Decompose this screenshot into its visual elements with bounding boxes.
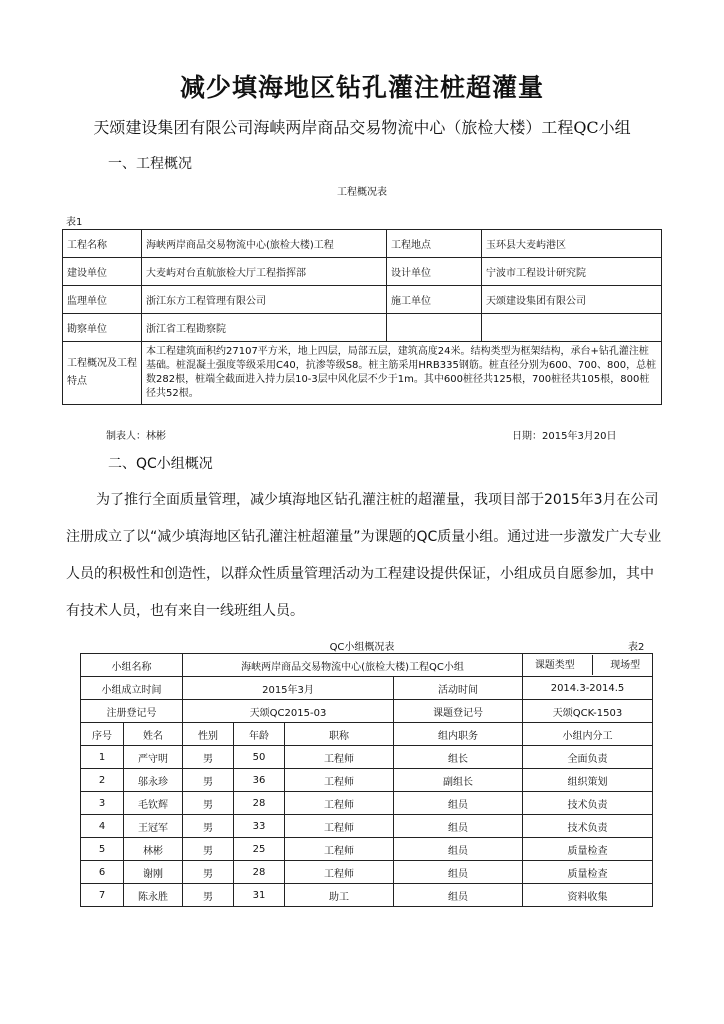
- table-row: [81, 700, 653, 723]
- column-header: 小组内分工: [523, 723, 653, 746]
- table-cell: 勘察单位: [63, 314, 142, 342]
- table-cell: 组织策划: [523, 769, 653, 792]
- table-row: [63, 314, 662, 342]
- table-cell: 5: [81, 838, 124, 861]
- table-cell: 资料收集: [523, 884, 653, 907]
- table-cell: 7: [81, 884, 124, 907]
- table-cell: 组员: [394, 838, 523, 861]
- table-cell: 工程师: [285, 746, 394, 769]
- table-cell: 组员: [394, 815, 523, 838]
- table-row: [63, 286, 662, 314]
- table-cell: 设计单位: [387, 258, 482, 286]
- table-cell: 玉环县大麦屿港区: [482, 230, 662, 258]
- topic-type-value: 现场型: [610, 660, 641, 671]
- table-cell: 3: [81, 792, 124, 815]
- table-cell: 50: [234, 746, 285, 769]
- section-heading-qc: 二、QC小组概况: [108, 456, 213, 472]
- table2-caption: QC小组概况表: [329, 642, 395, 653]
- table-cell: 男: [183, 769, 234, 792]
- table-cell: 33: [234, 815, 285, 838]
- table1-caption: 工程概况表: [337, 187, 387, 198]
- table-cell: 工程师: [285, 815, 394, 838]
- table-cell: 王冠军: [124, 815, 183, 838]
- table-cell: 质量检查: [523, 861, 653, 884]
- qc-group-table: [80, 653, 653, 907]
- table-cell: 课题登记号: [394, 700, 523, 723]
- table-row: [81, 861, 653, 884]
- table-cell: 技术负责: [523, 792, 653, 815]
- table-cell: 毛钦辉: [124, 792, 183, 815]
- table-cell: 男: [183, 838, 234, 861]
- table-row: [81, 677, 653, 700]
- column-header: 年龄: [234, 723, 285, 746]
- table-cell: [523, 654, 653, 677]
- table-cell: 浙江东方工程管理有限公司: [142, 286, 387, 314]
- table-cell: 28: [234, 792, 285, 815]
- table-cell: 36: [234, 769, 285, 792]
- table-cell: 副组长: [394, 769, 523, 792]
- table-row: [81, 654, 653, 677]
- table-cell: 4: [81, 815, 124, 838]
- table-cell: 6: [81, 861, 124, 884]
- table-cell: 31: [234, 884, 285, 907]
- table-maker: 制表人：林彬: [106, 431, 166, 442]
- table1-label: 表1: [66, 217, 83, 228]
- table-cell: 天颂建设集团有限公司: [482, 286, 662, 314]
- table-cell: 组员: [394, 861, 523, 884]
- table-cell: 海峡两岸商品交易物流中心(旅检大楼)工程QC小组: [183, 654, 523, 677]
- table-cell: 建设单位: [63, 258, 142, 286]
- table2-label: 表2: [628, 642, 645, 653]
- table-cell: 大麦屿对台直航旅检大厅工程指挥部: [142, 258, 387, 286]
- table-row: [81, 792, 653, 815]
- table-cell: 工程名称: [63, 230, 142, 258]
- table-cell: 男: [183, 815, 234, 838]
- table-cell: [482, 314, 662, 342]
- table-cell: 陈永胜: [124, 884, 183, 907]
- table-cell: 男: [183, 861, 234, 884]
- column-header: 姓名: [124, 723, 183, 746]
- table-cell: 海峡两岸商品交易物流中心(旅检大楼)工程: [142, 230, 387, 258]
- table-cell: 技术负责: [523, 815, 653, 838]
- project-overview-table: [62, 229, 662, 405]
- table-cell: 宁波市工程设计研究院: [482, 258, 662, 286]
- table-cell: 2014.3-2014.5: [523, 677, 653, 700]
- table-cell: 施工单位: [387, 286, 482, 314]
- project-description: 本工程建筑面积约27107平方米，地上四层，局部五层，建筑高度24米。结构类型为框架结构，承台+钻孔灌注桩基础。桩混凝土强度等级采用C40，抗渗等级S8。桩主筋采用HRB335钢筋。桩直径分别为600、700、800，总桩数282根，桩端全截面进入持力层10-3层中风化层不少于1m。其中600桩径共125根，700桩径共105根，800桩径共52根。: [142, 342, 662, 405]
- table-row: [81, 884, 653, 907]
- table-row: [81, 746, 653, 769]
- table-cell: 严守明: [124, 746, 183, 769]
- table-date: 日期：2015年3月20日: [512, 431, 617, 442]
- table-cell: 助工: [285, 884, 394, 907]
- qc-group-paragraph: 为了推行全面质量管理，减少填海地区钻孔灌注桩的超灌量，我项目部于2015年3月在公司注册成立了以“减少填海地区钻孔灌注桩超灌量”为课题的QC质量小组。通过进一步激发广大专业人员的积极性和创造性，以群众性质量管理活动为工程建设提供保证，小组成员自愿参加，其中有技术人员，也有来自一线班组人员。: [66, 492, 662, 619]
- table-cell: 质量检查: [523, 838, 653, 861]
- table-cell: 工程师: [285, 769, 394, 792]
- table-cell: 1: [81, 746, 124, 769]
- table-cell: 浙江省工程勘察院: [142, 314, 387, 342]
- table-cell: 全面负责: [523, 746, 653, 769]
- section-heading-overview: 一、工程概况: [108, 156, 192, 172]
- table-cell: 林彬: [124, 838, 183, 861]
- table-cell: 工程师: [285, 838, 394, 861]
- column-header: 性别: [183, 723, 234, 746]
- column-header: 序号: [81, 723, 124, 746]
- table-cell: 谢刚: [124, 861, 183, 884]
- table-cell: 男: [183, 792, 234, 815]
- table-row: [81, 815, 653, 838]
- table-cell: 组员: [394, 884, 523, 907]
- table-cell: 组长: [394, 746, 523, 769]
- topic-type-label: 课题类型: [534, 660, 575, 671]
- table-row: [63, 258, 662, 286]
- table-cell: 小组名称: [81, 654, 183, 677]
- table-row: [81, 838, 653, 861]
- table-row: [63, 342, 662, 405]
- table-cell: 2015年3月: [183, 677, 394, 700]
- table-cell: 小组成立时间: [81, 677, 183, 700]
- document-title: 减少填海地区钻孔灌注桩超灌量: [179, 73, 544, 102]
- table-row: [63, 230, 662, 258]
- column-header: 组内职务: [394, 723, 523, 746]
- table-cell: 男: [183, 884, 234, 907]
- table-cell: 2: [81, 769, 124, 792]
- table-cell: 工程地点: [387, 230, 482, 258]
- table-cell: 28: [234, 861, 285, 884]
- table-cell: 注册登记号: [81, 700, 183, 723]
- table-cell: 活动时间: [394, 677, 523, 700]
- table-cell: 工程概况及工程特点: [63, 342, 142, 405]
- document-subtitle: 天颂建设集团有限公司海峡两岸商品交易物流中心（旅检大楼）工程QC小组: [93, 118, 631, 137]
- table-cell: 邬永珍: [124, 769, 183, 792]
- table-cell: [387, 314, 482, 342]
- table-cell: 男: [183, 746, 234, 769]
- table-cell: 监理单位: [63, 286, 142, 314]
- table-cell: 工程师: [285, 861, 394, 884]
- table-cell: 工程师: [285, 792, 394, 815]
- column-header: 职称: [285, 723, 394, 746]
- table-cell: 组员: [394, 792, 523, 815]
- table-cell: 25: [234, 838, 285, 861]
- table-cell: 天颂QCK-1503: [523, 700, 653, 723]
- table-header-row: [81, 723, 653, 746]
- table-cell: 天颂QC2015-03: [183, 700, 394, 723]
- table-row: [81, 769, 653, 792]
